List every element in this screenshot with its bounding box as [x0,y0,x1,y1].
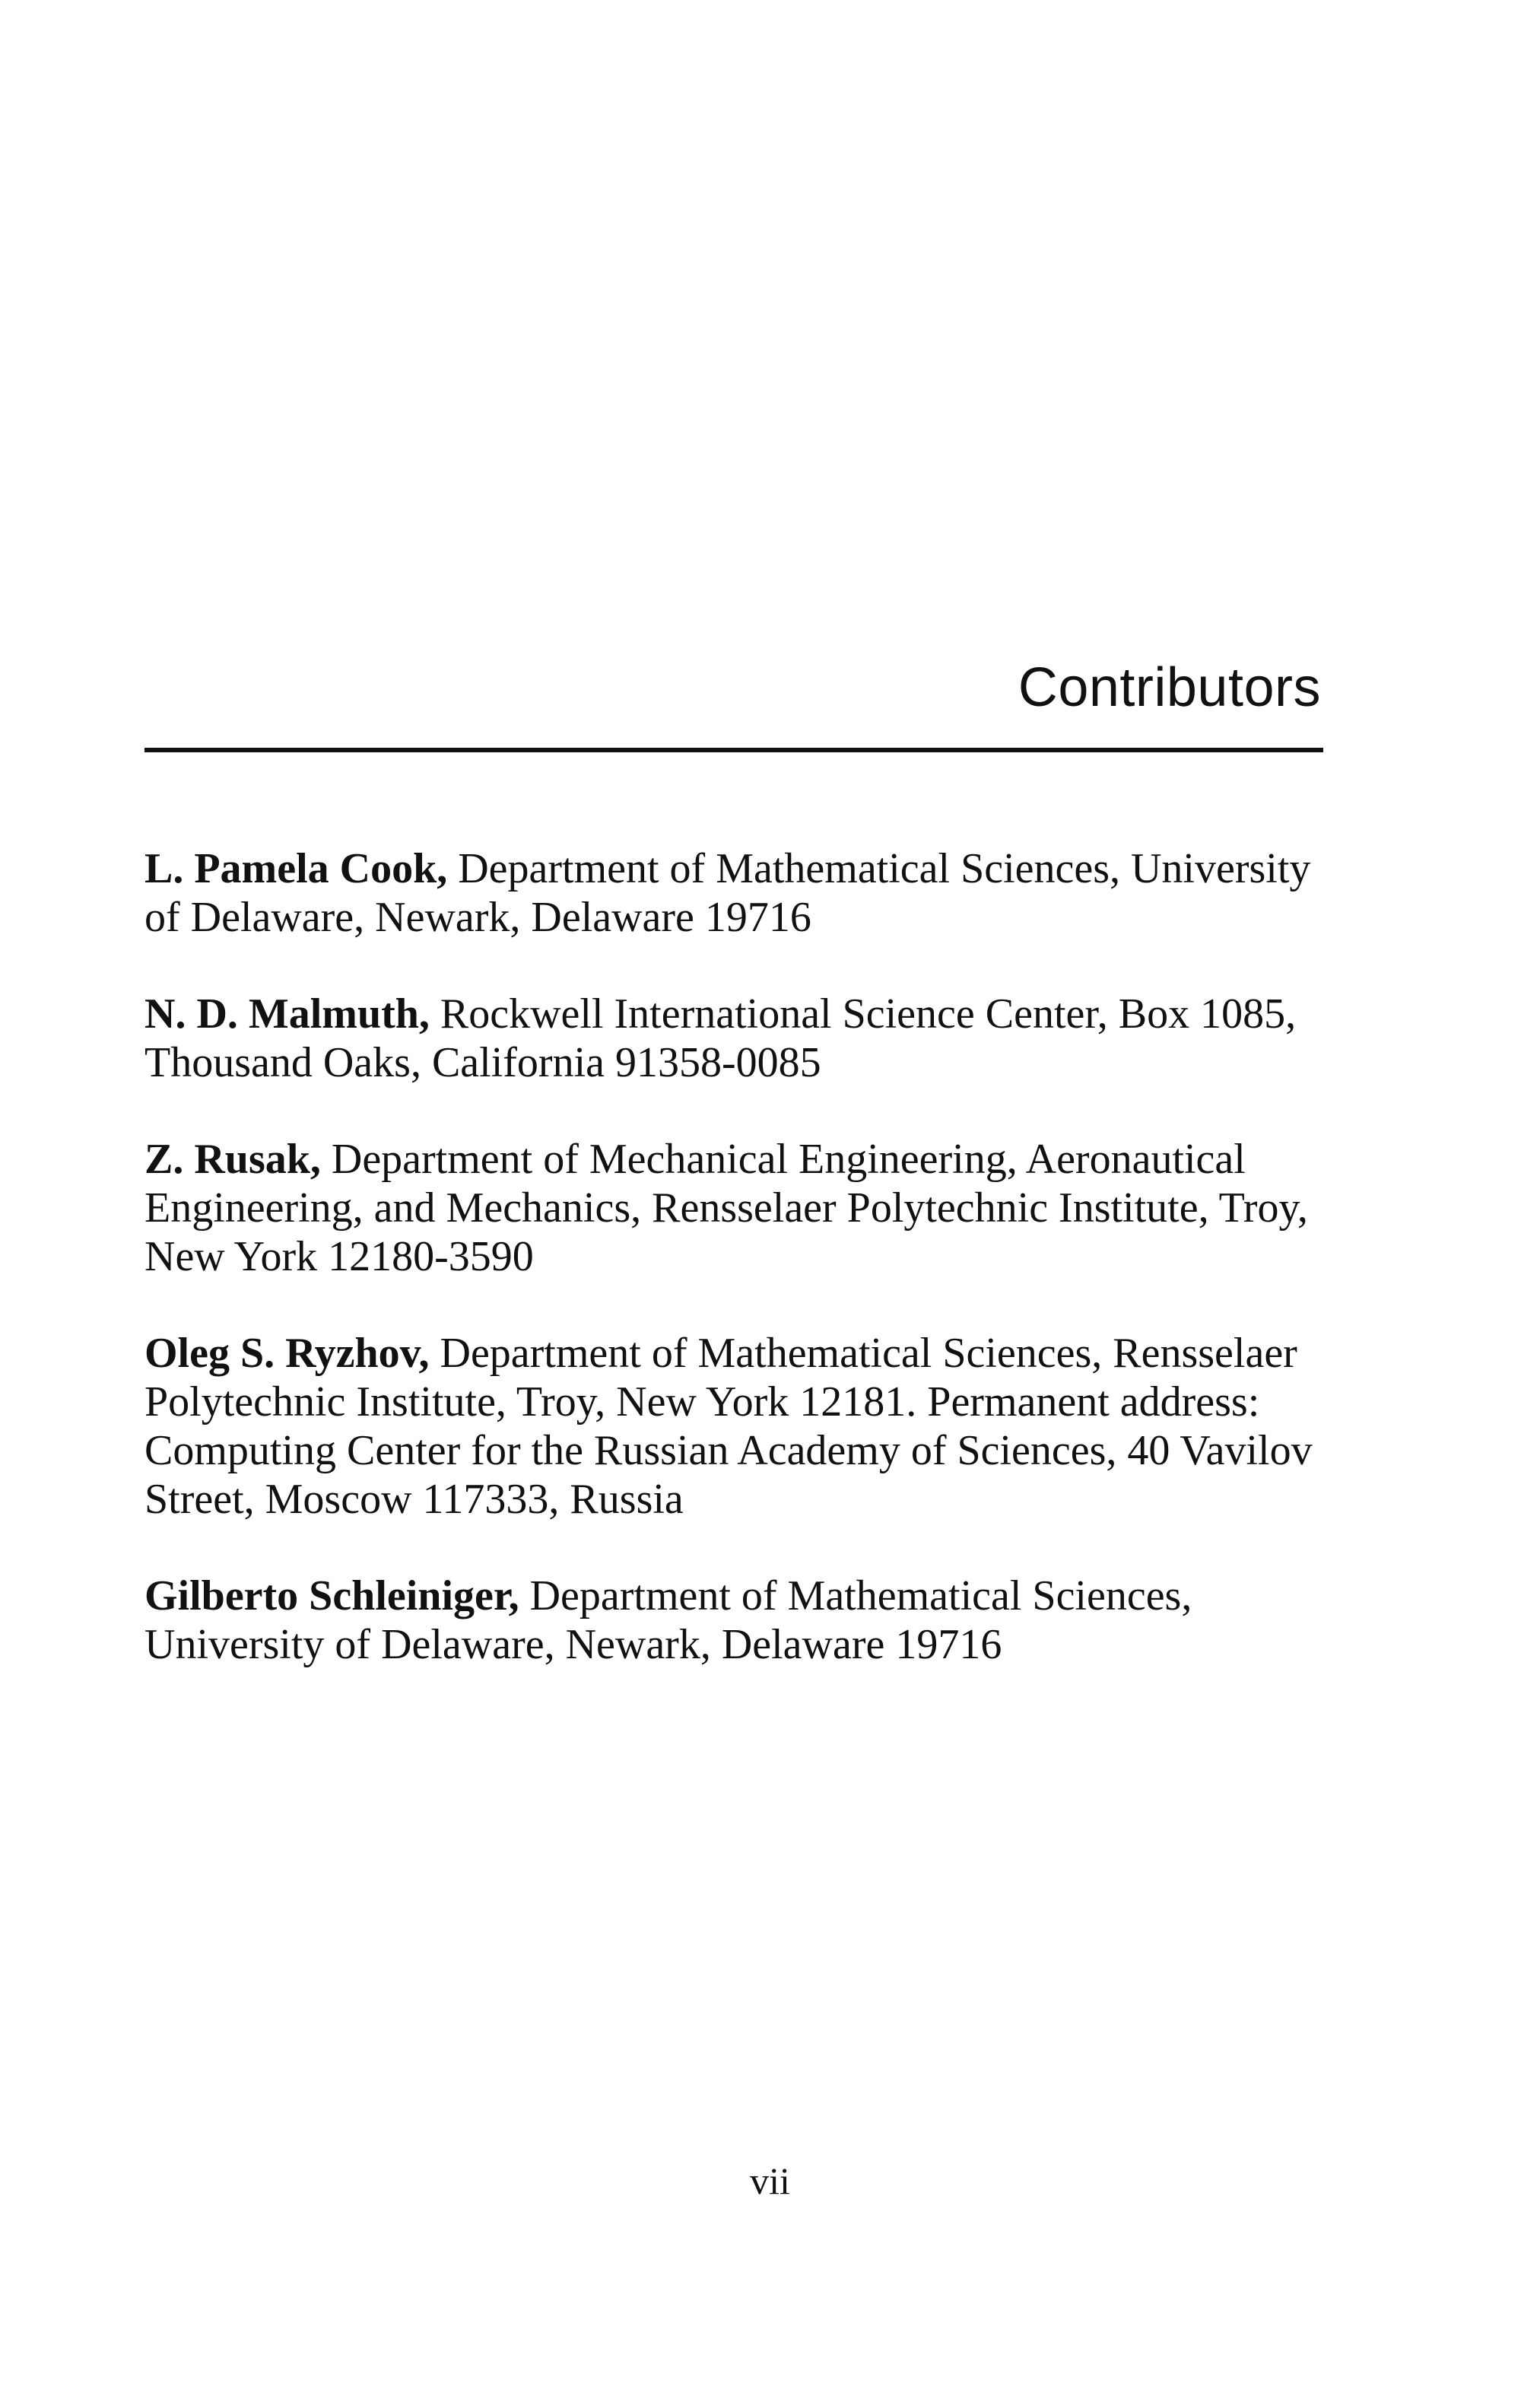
contributor-affiliation: Department of Mathematical Sciences, University of Delaware, Newark, Delaware 19716 [144,845,1311,941]
contributor-name: L. Pamela Cook, [144,845,448,892]
contributors-list [144,844,1331,1717]
contributor-affiliation: Department of Mechanical Engineering, Aeronautical Engineering, and Mechanics, Rensselaer Polytechnic Institute, Troy, New York 12180-3590 [144,1136,1308,1280]
contributor-name: Z. Rusak, [144,1136,321,1183]
page-number: vii [750,2160,790,2202]
contributor-name: Oleg S. Ryzhov, [144,1330,430,1377]
contributor-entry [144,1572,1331,1669]
page-title: Contributors [1018,657,1321,718]
contributor-entry [144,1135,1331,1281]
contributor-affiliation: Department of Mathematical Sciences, University of Delaware, Newark, Delaware 19716 [144,1572,1192,1668]
contributor-entry [144,990,1331,1087]
contributor-affiliation: Rockwell International Science Center, Box 1085, Thousand Oaks, California 91358-0085 [144,990,1297,1086]
contributor-name: Gilberto Schleiniger, [144,1572,519,1619]
contributor-name: N. D. Malmuth, [144,990,430,1038]
contributor-affiliation: Department of Mathematical Sciences, Rensselaer Polytechnic Institute, Troy, New York 12181. Permanent address: Computing Center for the Russian Academy of Sciences, 40 Vavilov Street, Moscow 117333, Russia [144,1330,1313,1523]
contributor-entry [144,844,1331,942]
title-rule [144,748,1323,752]
contributor-entry [144,1329,1331,1524]
